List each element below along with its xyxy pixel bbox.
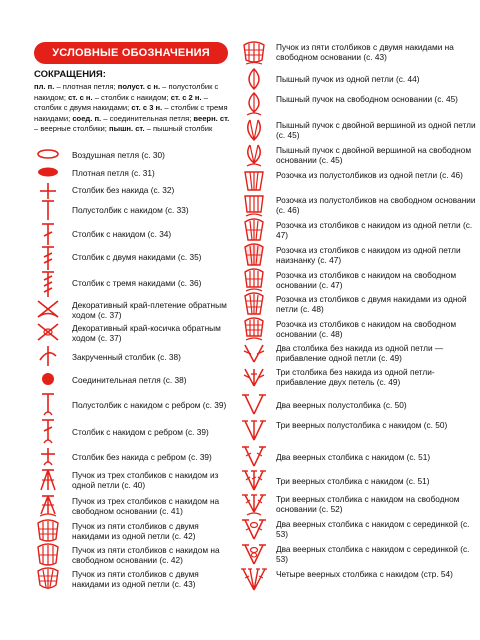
cluster-3-one-loop-icon (34, 468, 62, 492)
symbol-row (240, 292, 480, 318)
symbol-row (240, 268, 480, 294)
symbol-label: Полустолбик с накидом с ребром (с. 39) (72, 400, 227, 410)
symbol-row (240, 542, 480, 568)
symbol-row (240, 143, 480, 169)
double-treble-icon (34, 270, 62, 298)
abbr-key: ст. с н. (68, 92, 93, 102)
symbol-label: Декоративный край-плетение обратным ходом (с. 37) (72, 300, 227, 321)
symbol-row (0, 344, 240, 370)
abbr-key: ст. с 3 н. (131, 103, 163, 113)
dc-ridge-icon (34, 418, 62, 444)
symbol-row (240, 118, 480, 144)
symbol-row (240, 392, 480, 418)
symbol-label: Розочка из столбиков с двумя накидами из одной петли (с. 48) (276, 294, 467, 315)
crab-edge-icon (34, 298, 62, 320)
symbol-label: Три веерных полустолбика с накидом (с. 50) (276, 420, 448, 430)
symbol-row (240, 566, 480, 594)
symbol-row (0, 418, 240, 446)
abbr-value: – веерные столбики; (34, 124, 109, 134)
cluster-3-free-base-icon (34, 494, 62, 518)
popcorn-dc-free-icon (240, 268, 268, 292)
symbol-label: Пучок из пяти столбиков с двумя накидами из одной петли (с. 43) (72, 569, 199, 590)
symbol-label: Столбик с двумя накидами (с. 35) (72, 252, 202, 262)
double-crochet-icon (34, 222, 62, 246)
symbol-row (240, 418, 480, 444)
symbol-label: Столбик с тремя накидами (с. 36) (72, 278, 202, 288)
puff-double-top-free-icon (240, 143, 268, 167)
puff-double-top-icon (240, 118, 268, 142)
symbol-label: Закрученный столбик (с. 38) (72, 352, 181, 362)
slip-stitch-icon (34, 372, 62, 386)
popcorn-tr-icon (240, 292, 268, 316)
page-title-banner: УСЛОВНЫЕ ОБОЗНАЧЕНИЯ ПЕТЕЛЬ (34, 42, 228, 64)
fan-3dc-free-icon (240, 492, 268, 516)
symbol-label: Четыре веерных столбика с накидом (стр. 54) (276, 569, 453, 579)
symbol-label: Пышный пучок с двойной вершиной на свободном основании (с. 45) (276, 145, 472, 166)
abbreviations-text (34, 82, 234, 135)
symbol-label: Пышный пучок с двойной вершиной из одной петли (с. 45) (276, 120, 476, 141)
symbol-row (240, 218, 480, 244)
popcorn-dc-reverse-icon (240, 243, 268, 267)
symbol-label: Пучок из пяти столбиков с двумя накидами на свободном основании (с. 43) (276, 42, 454, 63)
symbol-label: Два веерных столбика с накидом (с. 51) (276, 452, 431, 462)
symbol-row (0, 245, 240, 273)
hdc-ridge-icon (34, 392, 62, 416)
abbr-key: ст. с 2 н. (170, 92, 202, 102)
symbol-row (0, 270, 240, 300)
symbol-row (0, 468, 240, 494)
abbr-key: полуст. с н. (117, 82, 161, 91)
chain-stitch-icon (34, 148, 62, 160)
symbol-label: Розочка из полустолбиков из одной петли (с. 46) (276, 170, 463, 180)
popcorn-dc-icon (240, 218, 268, 242)
cluster-5-dc-free-icon (34, 543, 62, 567)
cluster-5-tr-free-icon (240, 40, 268, 66)
abbr-key: соед. п. (72, 113, 102, 123)
fan-4dc-icon (240, 566, 268, 592)
symbol-row (0, 543, 240, 569)
fan-2hdc-icon (240, 392, 268, 416)
symbol-label: Розочка из столбиков с накидом на свободном основании (с. 48) (276, 319, 457, 340)
symbol-label: Розочка из столбиков с накидом из одной петли (с. 47) (276, 220, 473, 241)
increase-3sc-icon (240, 366, 268, 388)
symbol-label: Розочка из полустолбиков на свободном основании (с. 46) (276, 195, 476, 216)
abbreviations-title: СОКРАЩЕНИЯ: (34, 69, 106, 80)
treble-crochet-icon (34, 245, 62, 271)
symbol-row (240, 366, 480, 390)
abbr-key: веерн. ст. (193, 113, 230, 123)
symbol-row (240, 193, 480, 219)
abbr-value: – полустолбик с накидом; (34, 82, 219, 102)
symbol-row (240, 68, 480, 92)
symbol-label: Столбик с накидом (с. 34) (72, 229, 172, 239)
symbol-row (0, 494, 240, 520)
symbol-row (0, 321, 240, 345)
symbol-row (240, 168, 480, 194)
fan-3hdc-icon (240, 418, 268, 442)
symbol-label: Пучок из пяти столбиков с двумя накидами из одной петли (с. 42) (72, 521, 199, 542)
symbol-row (240, 444, 480, 470)
increase-2sc-icon (240, 342, 268, 364)
single-crochet-icon (34, 181, 62, 201)
symbol-label: Столбик без накида (с. 32) (72, 185, 175, 195)
popcorn-hdc-free-icon (240, 193, 268, 217)
symbol-label: Столбик с накидом с ребром (с. 39) (72, 427, 209, 437)
symbol-row (240, 517, 480, 543)
abbr-value: – столбик с двумя накидами; (34, 92, 208, 113)
symbol-label: Два столбика без накида из одной петли — прибавление одной петли (с. 49) (276, 343, 444, 364)
symbol-label: Три веерных столбика с накидом на свободном основании (с. 52) (276, 494, 460, 515)
symbol-label: Два веерных столбика с накидом с серединкой (с. 53) (276, 519, 470, 540)
symbol-label: Пышный пучок из одной петли (с. 44) (276, 74, 420, 84)
symbol-row (240, 317, 480, 343)
twisted-stitch-icon (34, 344, 62, 368)
abbr-key: пл. п. (34, 82, 55, 91)
abbr-value: – соединительная петля; (101, 113, 194, 123)
symbol-label: Пучок из трех столбиков с накидом из одной петли (с. 40) (72, 470, 219, 491)
symbol-row (0, 567, 240, 593)
symbol-label: Два веерных полустолбика (с. 50) (276, 400, 407, 410)
symbol-row (240, 468, 480, 494)
symbol-row (0, 199, 240, 223)
symbol-row (240, 342, 480, 366)
symbol-label: Воздушная петля (с. 30) (72, 150, 165, 160)
fan-2dc-icon (240, 444, 268, 468)
braid-edge-icon (34, 321, 62, 343)
symbol-label: Два веерных столбика с накидом с серединкой (с. 53) (276, 544, 470, 565)
cluster-5-tr-one-icon (34, 567, 62, 591)
symbol-row (240, 40, 480, 68)
fan-2dc-middle-icon (240, 517, 268, 541)
symbol-row (0, 446, 240, 468)
symbol-row (0, 146, 240, 164)
symbol-row (0, 370, 240, 390)
popcorn-tr-free-icon (240, 317, 268, 341)
abbr-value: – столбик с тремя накидами; (34, 103, 228, 123)
symbol-label: Полустолбик с накидом (с. 33) (72, 205, 189, 215)
abbr-key: пышн. ст. (109, 124, 145, 134)
popcorn-hdc-icon (240, 168, 268, 192)
symbol-row (0, 519, 240, 545)
symbol-label: Декоративный край-косичка обратным ходом (с. 37) (72, 323, 221, 344)
puff-free-base-icon (240, 92, 268, 116)
abbr-value: – пышный столбик (144, 124, 213, 134)
fan-2dc-middle-b-icon (240, 542, 268, 566)
symbol-row (0, 298, 240, 322)
puff-one-loop-icon (240, 68, 268, 90)
symbol-label: Соединительная петля (с. 38) (72, 375, 187, 385)
symbol-label: Розочка из столбиков с накидом на свободном основании (с. 47) (276, 270, 457, 291)
symbol-label: Столбик без накида с ребром (с. 39) (72, 452, 212, 462)
half-double-crochet-icon (34, 199, 62, 221)
symbol-row (240, 243, 480, 269)
symbol-label: Плотная петля (с. 31) (72, 168, 155, 178)
symbol-label: Три веерных столбика с накидом (с. 51) (276, 476, 430, 486)
slip-loop-icon (34, 166, 62, 178)
abbr-value: – плотная петля; (54, 82, 118, 91)
symbol-label: Розочка из столбиков с накидом из одной петли наизнанку (с. 47) (276, 245, 461, 266)
symbol-label: Пучок из трех столбиков с накидом на свободном основании (с. 41) (72, 496, 220, 517)
symbol-label: Пышный пучок на свободном основании (с. 45) (276, 94, 458, 104)
fan-3dc-icon (240, 468, 268, 492)
symbol-label: Пучок из пяти столбиков с накидом на свободном основании (с. 42) (72, 545, 220, 566)
symbol-row (0, 392, 240, 418)
cluster-5-tr-icon (34, 519, 62, 543)
symbol-row (240, 492, 480, 518)
symbol-label: Три столбика без накида из одной петли-прибавление двух петель (с. 49) (276, 367, 435, 388)
abbr-value: – столбик с накидом; (92, 92, 171, 102)
symbol-row (240, 92, 480, 118)
sc-ridge-icon (34, 446, 62, 466)
